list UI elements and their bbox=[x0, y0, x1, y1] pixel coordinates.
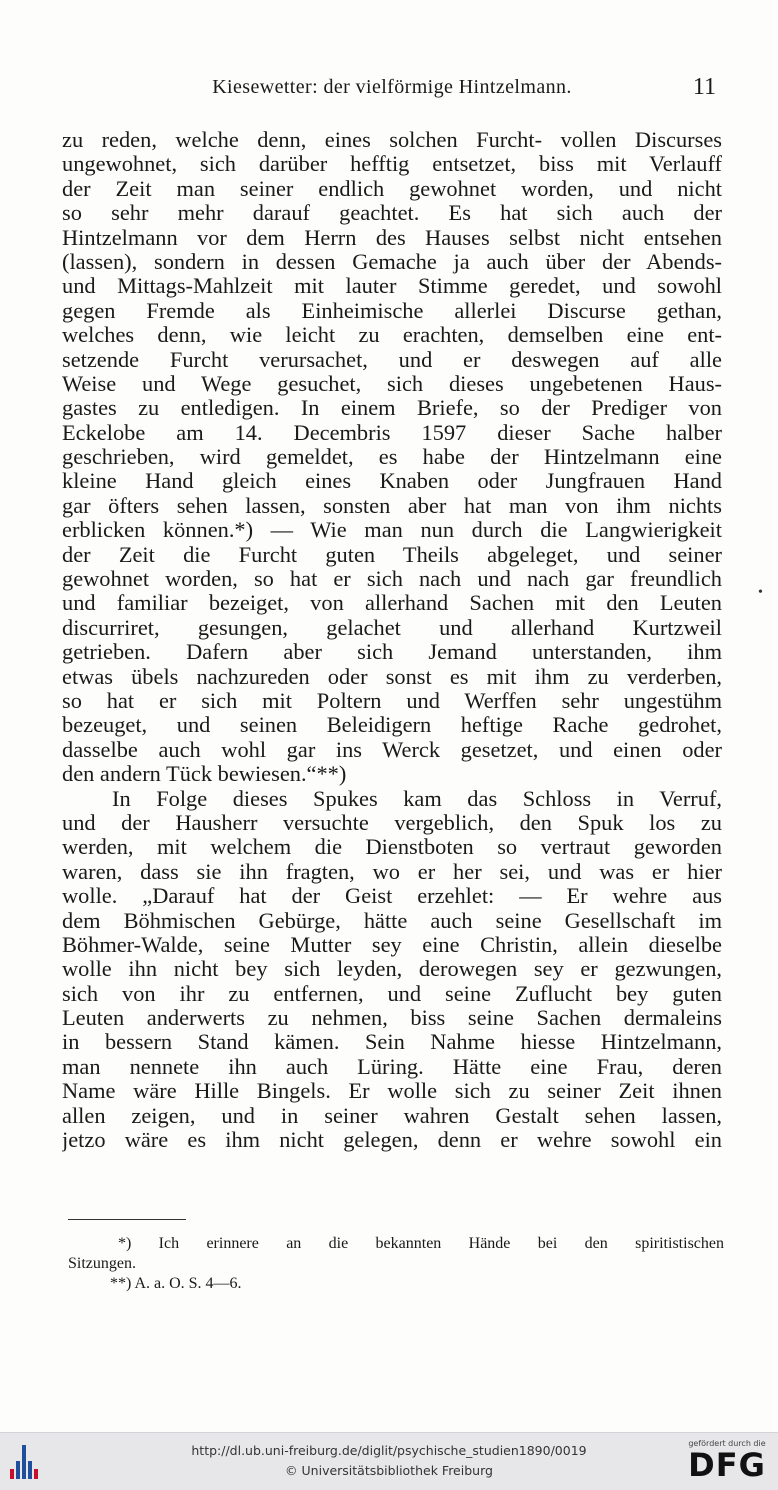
text-line: Hintzelmann vor dem Herrn des Hauses selbst nicht entsehen bbox=[62, 225, 722, 250]
text-line: sich von ihr zu entfernen, und seine Zuflucht bey guten bbox=[62, 981, 722, 1006]
text-line: discurriret, gesungen, gelachet und allerhand Kurtzweil bbox=[62, 615, 722, 640]
text-line: Weise und Wege gesuchet, sich dieses ungebetenen Haus- bbox=[62, 371, 722, 396]
text-line: gastes zu entledigen. In einem Briefe, so der Prediger von bbox=[62, 396, 722, 421]
page-number: 11 bbox=[692, 74, 716, 100]
footnote-1-continuation: Sitzungen. bbox=[68, 1255, 136, 1272]
text-line: allen zeigen, und in seiner wahren Gestalt sehen lassen, bbox=[62, 1103, 722, 1128]
dfg-logo-text: DFG bbox=[688, 1446, 766, 1484]
text-line: waren, dass sie ihn fragten, wo er her sei, und was er hier bbox=[62, 859, 722, 884]
text-line: gar öfters sehen lassen, sonsten aber hat man von ihm nichts bbox=[62, 493, 722, 518]
viewer-footer bbox=[0, 1432, 778, 1490]
text-line: geschrieben, wird gemeldet, es habe der Hintzelmann eine bbox=[62, 445, 722, 470]
text-line: gewohnet worden, so hat er sich nach und nach gar freundlich bbox=[62, 567, 722, 592]
text-line: und der Hausherr versuchte vergeblich, den Spuk los zu bbox=[62, 810, 722, 835]
text-line: setzende Furcht verursachet, und er deswegen auf alle bbox=[62, 347, 722, 372]
body-text bbox=[62, 128, 722, 1152]
text-line: welches denn, wie leicht zu erachten, demselben eine ent- bbox=[62, 323, 722, 348]
footnote-rule bbox=[68, 1219, 186, 1220]
text-line: (lassen), sondern in dessen Gemache ja auch über der Abends- bbox=[62, 249, 722, 274]
text-line: Eckelobe am 14. Decembris 1597 dieser Sache halber bbox=[62, 420, 722, 445]
text-line: Name wäre Hille Bingels. Er wolle sich zu seiner Zeit ihnen bbox=[62, 1079, 722, 1104]
text-line: werden, mit welchem die Dienstboten so vertraut geworden bbox=[62, 835, 722, 860]
footnotes bbox=[68, 1234, 724, 1294]
text-line: getrieben. Dafern aber sich Jemand unterstanden, ihm bbox=[62, 640, 722, 665]
text-line: gegen Fremde als Einheimische allerlei Discurse gethan, bbox=[62, 298, 722, 323]
text-line: zu reden, welche denn, eines solchen Furcht- vollen Discurses bbox=[62, 128, 722, 152]
dfg-caption: gefördert durch die bbox=[688, 1439, 766, 1448]
text-line: in bessern Stand kämen. Sein Nahme hiesse Hintzelmann, bbox=[62, 1030, 722, 1055]
text-line: so sehr mehr darauf geachtet. Es hat sich auch der bbox=[62, 201, 722, 226]
copyright-notice: © Universitätsbibliothek Freiburg bbox=[285, 1463, 493, 1478]
footnote-2: **) A. a. O. S. 4—6. bbox=[110, 1275, 242, 1292]
text-line: wolle. „Darauf hat der Geist erzehlet: — Er wehre aus bbox=[62, 884, 722, 909]
text-line: kleine Hand gleich eines Knaben oder Jungfrauen Hand bbox=[62, 469, 722, 494]
text-line: Böhmer-Walde, seine Mutter sey eine Christin, allein dieselbe bbox=[62, 932, 722, 957]
text-line: man nennete ihn auch Lüring. Hätte eine Frau, deren bbox=[62, 1054, 722, 1079]
running-title: Kiesewetter: der vielförmige Hintzelmann. bbox=[212, 76, 572, 98]
text-line: und Mittags-Mahlzeit mit lauter Stimme geredet, und sowohl bbox=[62, 274, 722, 299]
text-line: jetzo wäre es ihm nicht gelegen, denn er wehre sowohl ein bbox=[62, 1128, 722, 1153]
dfg-logo[interactable] bbox=[686, 1439, 768, 1485]
margin-mark: • bbox=[758, 585, 763, 600]
permalink-url[interactable]: http://dl.ub.uni-freiburg.de/diglit/psychische_studien1890/0019 bbox=[191, 1443, 587, 1458]
text-line: wolle ihn nicht bey sich leyden, derowegen sey er gezwungen, bbox=[62, 957, 722, 982]
text-line: erblicken können.*) — Wie man nun durch die Langwierigkeit bbox=[62, 518, 722, 543]
text-line: der Zeit man seiner endlich gewohnet worden, und nicht bbox=[62, 176, 722, 201]
text-line: der Zeit die Furcht guten Theils abgeleget, und seiner bbox=[62, 542, 722, 567]
text-line: bezeuget, und seinen Beleidigern heftige Rache gedrohet, bbox=[62, 713, 722, 738]
text-line: ungewohnet, sich darüber hefftig entsetzet, biss mit Verlauff bbox=[62, 152, 722, 177]
text-line: den andern Tück bewiesen.“**) bbox=[62, 762, 347, 787]
text-line: dem Böhmischen Gebürge, hätte auch seine Gesellschaft im bbox=[62, 908, 722, 933]
footnote-1: *) Ich erinnere an die bekannten Hände bei den spiritistischen bbox=[118, 1235, 724, 1252]
running-head bbox=[64, 76, 720, 104]
text-line: etwas übels nachzureden oder sonst es mit ihm zu verderben, bbox=[62, 664, 722, 689]
text-line: und familiar bezeiget, von allerhand Sachen mit den Leuten bbox=[62, 591, 722, 616]
text-line: In Folge dieses Spukes kam das Schloss in Verruf, bbox=[112, 786, 722, 811]
text-line: Leuten anderwerts zu nehmen, biss seine Sachen dermaleins bbox=[62, 1006, 722, 1031]
text-line: dasselbe auch wohl gar ins Werck gesetzet, und einen oder bbox=[62, 737, 722, 762]
text-line: so hat er sich mit Poltern und Werffen sehr ungestühm bbox=[62, 688, 722, 713]
